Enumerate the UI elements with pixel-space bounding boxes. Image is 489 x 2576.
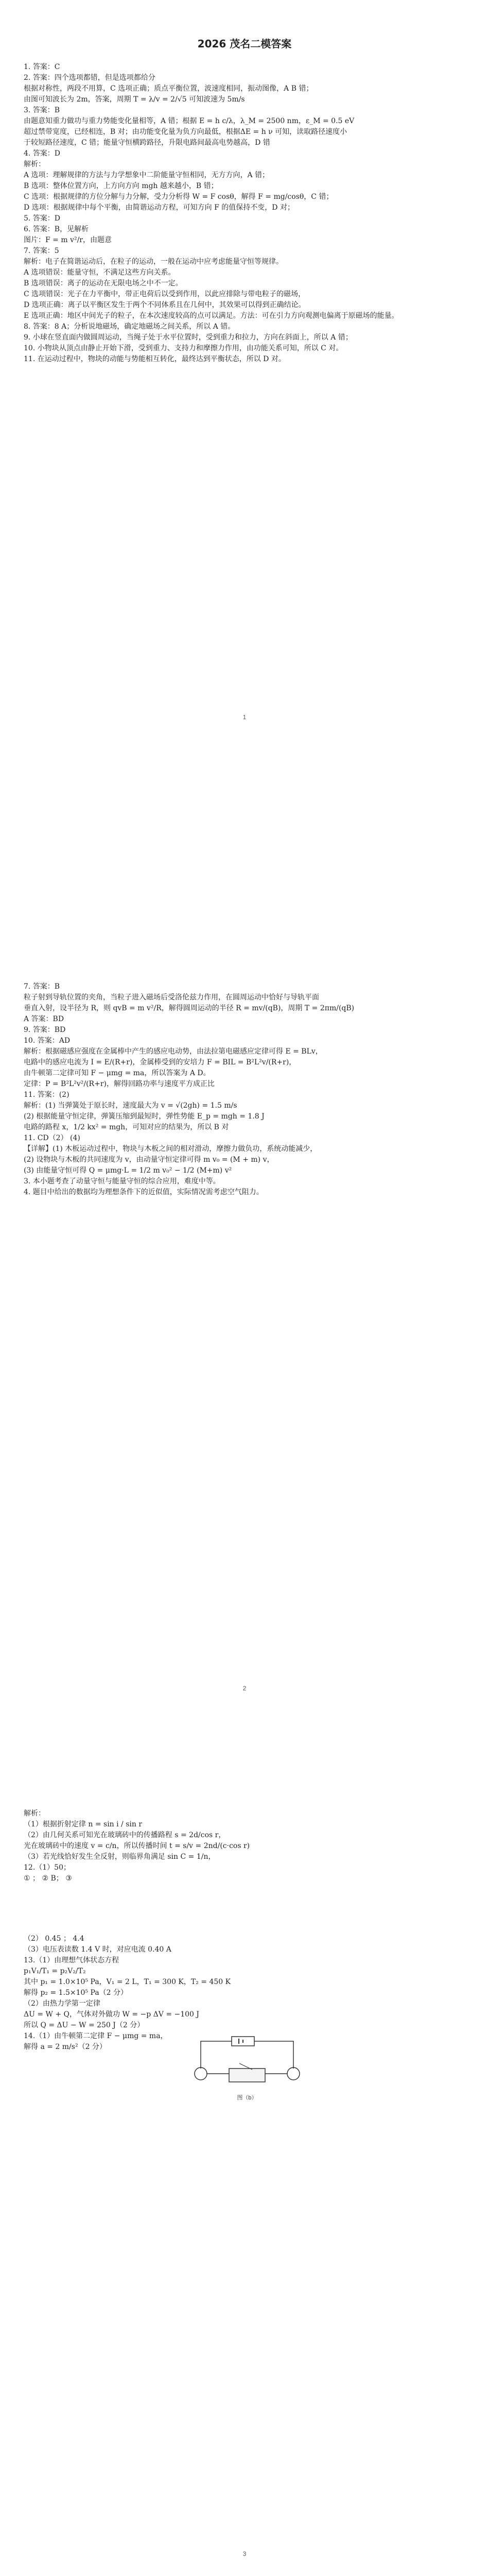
answer-line: 电路的路程 x，1/2 kx² = mgh，可知对应的结果为，所以 B 对 [24,1123,229,1131]
answer-line: A 选项错误：能量守恒，不满足这些方向关系。 [24,268,176,277]
answer-line: 垂直入射，设半径为 R，则 qvB = m v²/R，解得圆周运动的半径 R = mv/(qB)，周期 T = 2πm/(qB) [24,1004,355,1012]
answer-line: 2. 答案：四个选项都错，但是选项都给分 [24,74,155,82]
answer-line: 超过禁带宽度，已经相连，B 对；由功能变化量为负方向最低，根据ΔE = h ν 可知，读取路径速度小 [24,128,347,136]
answer-line: 7. 答案：5 [24,247,59,255]
circuit-diagram [180,2032,314,2101]
answer-line: (2) 根据能量守恒定律，弹簧压缩到最短时，弹性势能 E_p = mgh = 1.8 J [24,1112,265,1121]
answer-line: p₁V₁/T₁ = p₂V₂/T₂ [24,1967,86,1975]
page-3-lines [24,1808,461,2053]
answer-line: （2）由热力学第一定律 [24,1999,100,2008]
answer-line: 11. 答案：(2) [24,1091,69,1099]
answer-line: 3. 本小题考查了动量守恒与能量守恒的综合应用，难度中等。 [24,1177,220,1185]
answer-line: 9. 小球在竖直面内做圆周运动，当绳子处于水平位置时，受到重力和拉力，方向在斜面上，所以 A 错； [24,333,353,342]
answer-line: 7. 答案：B [24,982,60,991]
answer-line: 所以 Q = ΔU − W = 250 J（2 分） [24,2021,145,2029]
answer-line: 11. CD（2） (4) [24,1134,80,1142]
answer-line [24,1921,461,1927]
answer-line: 14.（1）由牛顿第二定律 F − μmg = ma， [24,2032,168,2040]
answer-line: 图片：F = m v²/r，由题意 [24,236,112,244]
answer-line: 解析： [24,1809,45,1818]
answer-line: 粒子射到导轨位置的夹角，当粒子进入磁场后受洛伦兹力作用，在圆周运动中恰好与导轨平面 [24,993,319,1002]
answer-line: 定律：P = B²L²v²/(R+r)，解得回路功率与速度平方成正比 [24,1080,215,1088]
answer-line: A 选项：理解规律的方法与力学想象中二阶能量守恒相同，无方方向，A 错； [24,171,270,179]
answer-line: (2) 设物块与木板的共同速度为 v，由动量守恒定律可得 m v₀ = (M + m) v， [24,1156,274,1164]
answer-line: D 选项：根据规律中每个平衡，由简谐运动方程，可知方向 F 的值保持不变，D 对； [24,204,294,212]
answer-line: (3) 由能量守恒可得 Q = μmg·L = 1/2 m v₀² − 1/2 (M+m) v² [24,1166,232,1175]
answer-line: 【详解】(1) 木板运动过程中，物块与木板之间的相对滑动，摩擦力做负功，系统动能减少， [24,1145,318,1153]
wire [254,2041,293,2069]
answer-line: 由牛顿第二定律可知 F − μmg = ma，所以答案为 A D。 [24,1069,211,1077]
answer-line: 12.（1）50； [24,1863,71,1872]
answer-line: B 选项：整体位置方向，上方向方向 mgh 越来越小，B 错； [24,182,218,190]
figure-caption: 图（b） [237,2095,257,2101]
answer-line: 4. 题目中给出的数据均为理想条件下的近似值，实际情况需考虑空气阻力。 [24,1188,264,1196]
answer-line: 6. 答案：B，见解析 [24,225,89,233]
answer-line [24,1915,461,1921]
ammeter-symbol [195,2067,207,2080]
answer-line: B 选项错误：离子的运动在无限电场之中不一定。 [24,279,183,287]
answer-line [24,1927,461,1934]
answer-line: C 选项：根据规律的方位分解与力分解，受力分析得 W = F cosθ，解得 F = mg/cosθ，C 错； [24,193,334,201]
answer-line: 解得 p₂ = 1.5×10⁵ Pa（2 分） [24,1989,128,1997]
answer-line: 解析：电子在简谐运动后，在粒子的运动，一般在运动中应考虑能量守恒等规律。 [24,258,283,266]
answer-line [24,1903,461,1909]
answer-line: ① ； ② B； ③ [24,1874,72,1883]
answer-line: 电路中的感应电流为 I = E/(R+r)，金属棒受到的安培力 F = BIL = B²L²v/(R+r)， [24,1058,296,1066]
wire [201,2041,232,2069]
page-1 [0,0,489,855]
page-number: 1 [242,714,247,721]
answer-line [24,1884,461,1890]
answer-line: 5. 答案：D [24,214,61,223]
page-1-lines [24,62,461,365]
answer-line: 3. 答案：B [24,106,60,114]
page-number: 2 [242,1685,247,1692]
answer-line: 10. 答案：AD [24,1037,71,1045]
answer-line [24,1890,461,1896]
page-3 [0,1731,489,2576]
answer-line: 光在玻璃砖中的速度 v = c/n，所以传播时间 t = s/v = 2nd/(c·cos r) [24,1842,250,1850]
answer-line: 8. 答案：8 A；分析说地磁场，确定地磁场之间关系，所以 A 错。 [24,323,235,331]
answer-line: 由题意知重力做功与重力势能变化量相等，A 错；根据 E = h c/λ，λ_M = 2500 nm，ε_M = 0.5 eV [24,117,355,125]
page-number: 3 [242,2550,247,2557]
answer-line: ΔU = W + Q，气体对外做功 W = −p ΔV = −100 J [24,2010,200,2019]
answer-line: （3）电压表读数 1.4 V 时，对应电流 0.40 A [24,1945,171,1954]
circuit-diagram-svg [180,2032,314,2089]
answer-line: 解析： [24,160,45,168]
answer-line: E 选项正确：地区中间光子的粒子，在本次速度较高的点可以满足。方法：可在引力方向观测电偏离于原磁场的能量。 [24,312,399,320]
answer-line: 其中 p₁ = 1.0×10⁵ Pa，V₁ = 2 L，T₁ = 300 K，T₂ = 450 K [24,1978,231,1986]
answer-line: 11. 在运动过程中，物块的动能与势能相互转化，最终达到平衡状态，所以 D 对。 [24,355,286,363]
answer-line: （1）根据折射定律 n = sin i / sin r [24,1820,143,1828]
answer-line: C 选项错误：光子在力平衡中，带正电荷后以受到作用，以此应排除与带电粒子的磁场， [24,290,306,298]
answer-line: 根据对称性，两段不用算，C 选项正确；质点平衡位置，波速度相同，振动图像，A B 错； [24,84,313,93]
answer-line: 解析：根据磁感应强度在金属棒中产生的感应电动势，由法拉第电磁感应定律可得 E = BLv， [24,1047,323,1056]
answer-line [24,1909,461,1915]
answer-line: A 答案：BD [24,1015,64,1023]
answer-line: 10. 小物块从顶点由静止开始下滑，受到重力、支持力和摩擦力作用，由功能关系可知，所以 C 对。 [24,344,343,352]
resistor-box [229,2069,265,2082]
answer-line: 1. 答案：C [24,63,60,71]
answer-line: 于较短路径速度，C 错；能量守恒横跨路径，升限电路间最高电势越高，D 错 [24,139,270,147]
document-title: 2026 茂名二模答案 [197,38,292,50]
voltmeter-symbol [287,2067,300,2080]
answer-line: 13.（1）由理想气体状态方程 [24,1956,119,1964]
answer-line: 解得 a = 2 m/s²（2 分） [24,2043,107,2051]
answer-line: （3）若光线恰好发生全反射，则临界角满足 sin C = 1/n， [24,1853,216,1861]
answer-line: 解析：(1) 当弹簧处于原长时，速度最大为 v = √(2gh) = 1.5 m/s [24,1101,237,1110]
page-2 [0,866,489,1721]
page-2-lines [24,981,461,1198]
answer-line [24,1896,461,1903]
answer-line: 4. 答案：D [24,149,61,158]
answer-line: 9. 答案：BD [24,1026,66,1034]
answer-line: （2）由几何关系可知光在玻璃砖中的传播路程 s = 2d/cos r， [24,1831,226,1839]
answer-line: （2） 0.45 ； 4.4 [24,1935,84,1943]
answer-line: D 选项正确：离子以平衡区发生于两个不同体系且在几何中，其效果可以得到正确结论。 [24,301,306,309]
answer-line: 由图可知波长为 2m，答案，周期 T = λ/v = 2/√5 可知波速为 5m/s [24,95,245,104]
